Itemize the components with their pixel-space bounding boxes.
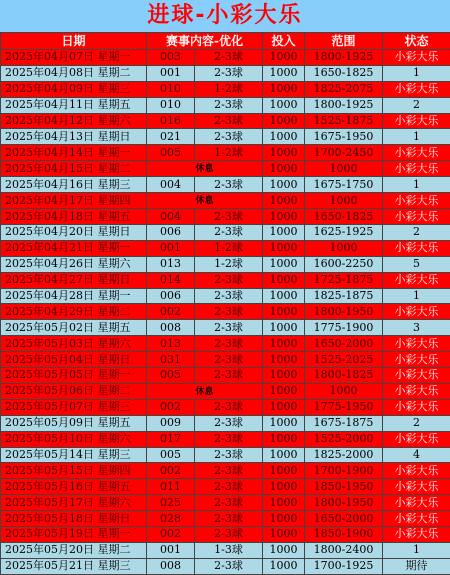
row-pick: 2-3球 <box>195 463 263 479</box>
row-date: 2025年04月11日 星期五 <box>1 97 147 113</box>
row-date: 2025年04月12日 星期六 <box>1 113 147 129</box>
row-range: 1525-2025 <box>305 352 383 368</box>
table-row <box>1 415 450 431</box>
row-code: 001 <box>147 542 195 558</box>
table-row <box>1 225 450 241</box>
row-pick: 2-3球 <box>195 320 263 336</box>
row-range: 1625-1925 <box>305 225 383 241</box>
row-pick: 2-3球 <box>195 288 263 304</box>
table-row <box>1 129 450 145</box>
row-status: 小彩大乐 <box>383 368 450 384</box>
table-row <box>1 50 450 66</box>
table-row <box>1 542 450 558</box>
row-pick: 2-3球 <box>195 177 263 193</box>
row-code: 005 <box>147 145 195 161</box>
row-range: 1675-1950 <box>305 129 383 145</box>
row-status: 小彩大乐 <box>383 479 450 495</box>
row-pick: 1-2球 <box>195 81 263 97</box>
rest-stamp: 休息 <box>196 387 214 397</box>
table-row <box>1 256 450 272</box>
row-pick: 2-3球 <box>195 50 263 66</box>
row-status: 小彩大乐 <box>383 145 450 161</box>
row-pick: 2-3球 <box>195 65 263 81</box>
row-range: 1600-2250 <box>305 256 383 272</box>
row-status: 期待 <box>383 558 450 574</box>
row-date: 2025年04月17日 星期四 <box>1 193 147 209</box>
row-status: 小彩大乐 <box>383 463 450 479</box>
row-status: 1 <box>383 129 450 145</box>
table-row <box>1 479 450 495</box>
row-range: 1650-2000 <box>305 511 383 527</box>
row-status: 小彩大乐 <box>383 304 450 320</box>
row-code: 002 <box>147 399 195 415</box>
row-date: 2025年05月21日 星期三 <box>1 558 147 574</box>
row-status: 1 <box>383 65 450 81</box>
row-status: 5 <box>383 256 450 272</box>
table-row <box>1 145 450 161</box>
rest-stamp: 休息 <box>196 164 214 174</box>
row-status: 小彩大乐 <box>383 495 450 511</box>
row-pick: 2-3球 <box>195 304 263 320</box>
row-pick: 2-3球 <box>195 495 263 511</box>
row-date: 2025年04月16日 星期三 <box>1 177 147 193</box>
row-status: 2 <box>383 415 450 431</box>
row-pick: 2-3球 <box>195 399 263 415</box>
table-row <box>1 368 450 384</box>
row-date: 2025年04月29日 星期二 <box>1 304 147 320</box>
row-code: 021 <box>147 129 195 145</box>
row-range: 1800-2400 <box>305 542 383 558</box>
table-row <box>1 65 450 81</box>
row-date: 2025年05月03日 星期六 <box>1 336 147 352</box>
row-code: 002 <box>147 463 195 479</box>
row-date: 2025年05月10日 星期六 <box>1 431 147 447</box>
row-status: 小彩大乐 <box>383 161 450 177</box>
row-input: 1000 <box>263 50 305 66</box>
row-code: 006 <box>147 225 195 241</box>
row-date: 2025年05月14日 星期三 <box>1 447 147 463</box>
row-pick: 2-3球 <box>195 479 263 495</box>
row-status: 小彩大乐 <box>383 352 450 368</box>
header-event: 赛事内容-优化 <box>147 33 263 50</box>
row-input: 1000 <box>263 352 305 368</box>
table-row <box>1 463 450 479</box>
row-date: 2025年05月19日 星期一 <box>1 527 147 543</box>
row-code: 003 <box>147 50 195 66</box>
row-input: 1000 <box>263 527 305 543</box>
header-date: 日期 <box>1 33 147 50</box>
row-input: 1000 <box>263 113 305 129</box>
row-code: 010 <box>147 81 195 97</box>
row-date: 2025年04月26日 星期六 <box>1 256 147 272</box>
table-row <box>1 177 450 193</box>
row-range: 1775-1900 <box>305 320 383 336</box>
rest-stamp-cell <box>147 161 263 177</box>
row-date: 2025年05月18日 星期日 <box>1 511 147 527</box>
row-range: 1800-1925 <box>305 97 383 113</box>
row-input: 1000 <box>263 272 305 288</box>
row-code: 025 <box>147 495 195 511</box>
table-row <box>1 97 450 113</box>
row-status: 1 <box>383 177 450 193</box>
row-range: 1800-1925 <box>305 50 383 66</box>
row-pick: 2-3球 <box>195 272 263 288</box>
row-input: 1000 <box>263 542 305 558</box>
row-input: 1000 <box>263 240 305 256</box>
row-code: 005 <box>147 368 195 384</box>
row-range: 1000 <box>305 193 383 209</box>
row-input: 1000 <box>263 161 305 177</box>
row-status: 1 <box>383 542 450 558</box>
row-range: 1525-2000 <box>305 431 383 447</box>
row-date: 2025年05月09日 星期五 <box>1 415 147 431</box>
row-range: 1800-1825 <box>305 368 383 384</box>
row-input: 1000 <box>263 511 305 527</box>
row-date: 2025年05月15日 星期四 <box>1 463 147 479</box>
row-code: 008 <box>147 558 195 574</box>
row-status: 1 <box>383 288 450 304</box>
table-row <box>1 304 450 320</box>
row-date: 2025年04月09日 星期三 <box>1 81 147 97</box>
table-row <box>1 495 450 511</box>
row-range: 1800-1950 <box>305 495 383 511</box>
table-row <box>1 272 450 288</box>
row-pick: 2-3球 <box>195 352 263 368</box>
row-input: 1000 <box>263 145 305 161</box>
row-range: 1700-1900 <box>305 463 383 479</box>
row-input: 1000 <box>263 463 305 479</box>
row-input: 1000 <box>263 399 305 415</box>
table-row <box>1 511 450 527</box>
row-input: 1000 <box>263 336 305 352</box>
row-input: 1000 <box>263 225 305 241</box>
row-range: 1850-1900 <box>305 527 383 543</box>
row-pick: 2-3球 <box>195 113 263 129</box>
row-input: 1000 <box>263 304 305 320</box>
row-date: 2025年04月08日 星期二 <box>1 65 147 81</box>
row-code: 001 <box>147 65 195 81</box>
row-status: 小彩大乐 <box>383 193 450 209</box>
row-date: 2025年05月17日 星期六 <box>1 495 147 511</box>
row-pick: 1-2球 <box>195 145 263 161</box>
row-range: 1725-1875 <box>305 272 383 288</box>
row-pick: 2-3球 <box>195 431 263 447</box>
row-input: 1000 <box>263 177 305 193</box>
row-code: 004 <box>147 177 195 193</box>
rest-stamp: 休息 <box>196 196 214 206</box>
row-status: 3 <box>383 320 450 336</box>
rest-stamp-cell <box>147 193 263 209</box>
row-range: 1775-1950 <box>305 399 383 415</box>
header-row <box>1 33 450 50</box>
row-date: 2025年05月06日 星期二 <box>1 383 147 399</box>
row-code: 002 <box>147 527 195 543</box>
row-code: 013 <box>147 336 195 352</box>
row-input: 1000 <box>263 97 305 113</box>
table-row <box>1 81 450 97</box>
table-row <box>1 527 450 543</box>
row-pick: 2-3球 <box>195 511 263 527</box>
row-status: 2 <box>383 225 450 241</box>
row-pick: 2-3球 <box>195 336 263 352</box>
row-range: 1525-1875 <box>305 113 383 129</box>
row-input: 1000 <box>263 288 305 304</box>
row-range: 1000 <box>305 240 383 256</box>
row-code: 001 <box>147 240 195 256</box>
row-input: 1000 <box>263 368 305 384</box>
row-pick: 2-3球 <box>195 209 263 225</box>
row-status: 小彩大乐 <box>383 272 450 288</box>
row-input: 1000 <box>263 479 305 495</box>
row-code: 009 <box>147 415 195 431</box>
table-row <box>1 288 450 304</box>
row-code: 013 <box>147 256 195 272</box>
row-date: 2025年05月05日 星期一 <box>1 368 147 384</box>
row-code: 014 <box>147 272 195 288</box>
row-pick: 2-3球 <box>195 225 263 241</box>
header-range: 范围 <box>305 33 383 50</box>
row-pick: 1-2球 <box>195 256 263 272</box>
row-input: 1000 <box>263 193 305 209</box>
table-row <box>1 193 450 209</box>
row-date: 2025年05月20日 星期二 <box>1 542 147 558</box>
row-input: 1000 <box>263 81 305 97</box>
row-code: 017 <box>147 431 195 447</box>
row-date: 2025年05月04日 星期日 <box>1 352 147 368</box>
row-input: 1000 <box>263 129 305 145</box>
row-range: 1825-2075 <box>305 81 383 97</box>
row-input: 1000 <box>263 495 305 511</box>
row-pick: 2-3球 <box>195 527 263 543</box>
table-row <box>1 558 450 574</box>
row-code: 016 <box>147 113 195 129</box>
row-status: 4 <box>383 447 450 463</box>
table-row <box>1 352 450 368</box>
row-date: 2025年05月02日 星期五 <box>1 320 147 336</box>
row-code: 010 <box>147 97 195 113</box>
row-date: 2025年05月16日 星期五 <box>1 479 147 495</box>
row-range: 1650-2000 <box>305 336 383 352</box>
table-row <box>1 161 450 177</box>
row-pick: 2-3球 <box>195 368 263 384</box>
row-code: 011 <box>147 479 195 495</box>
row-status: 小彩大乐 <box>383 383 450 399</box>
row-pick: 2-3球 <box>195 447 263 463</box>
table-body <box>1 50 450 575</box>
row-input: 1000 <box>263 415 305 431</box>
page-title: 进球-小彩大乐 <box>0 0 450 32</box>
row-pick: 2-3球 <box>195 97 263 113</box>
row-input: 1000 <box>263 383 305 399</box>
row-input: 1000 <box>263 431 305 447</box>
table-row <box>1 113 450 129</box>
row-status: 2 <box>383 97 450 113</box>
row-code: 005 <box>147 447 195 463</box>
row-status: 小彩大乐 <box>383 511 450 527</box>
row-range: 1675-1875 <box>305 415 383 431</box>
row-status: 小彩大乐 <box>383 50 450 66</box>
row-code: 028 <box>147 511 195 527</box>
row-status: 小彩大乐 <box>383 81 450 97</box>
row-input: 1000 <box>263 320 305 336</box>
row-status: 小彩大乐 <box>383 240 450 256</box>
row-code: 002 <box>147 304 195 320</box>
row-date: 2025年04月18日 星期五 <box>1 209 147 225</box>
row-code: 004 <box>147 209 195 225</box>
row-date: 2025年04月20日 星期日 <box>1 225 147 241</box>
row-input: 1000 <box>263 447 305 463</box>
results-table <box>0 32 450 575</box>
row-pick: 1-2球 <box>195 240 263 256</box>
table-row <box>1 431 450 447</box>
row-code: 006 <box>147 288 195 304</box>
row-code: 008 <box>147 320 195 336</box>
row-pick: 2-3球 <box>195 415 263 431</box>
row-input: 1000 <box>263 558 305 574</box>
table-row <box>1 320 450 336</box>
table-row <box>1 240 450 256</box>
row-date: 2025年04月28日 星期一 <box>1 288 147 304</box>
row-status: 小彩大乐 <box>383 113 450 129</box>
row-range: 1700-1925 <box>305 558 383 574</box>
row-range: 1825-2000 <box>305 447 383 463</box>
header-status: 状态 <box>383 33 450 50</box>
row-date: 2025年04月07日 星期一 <box>1 50 147 66</box>
row-range: 1000 <box>305 161 383 177</box>
row-date: 2025年05月07日 星期三 <box>1 399 147 415</box>
row-status: 小彩大乐 <box>383 431 450 447</box>
row-status: 小彩大乐 <box>383 209 450 225</box>
table-row <box>1 336 450 352</box>
row-range: 1700-2450 <box>305 145 383 161</box>
header-input: 投入 <box>263 33 305 50</box>
table-row <box>1 399 450 415</box>
row-range: 1650-1825 <box>305 65 383 81</box>
row-range: 1800-1950 <box>305 304 383 320</box>
row-code: 031 <box>147 352 195 368</box>
row-range: 1825-1875 <box>305 288 383 304</box>
row-status: 小彩大乐 <box>383 399 450 415</box>
row-status: 小彩大乐 <box>383 527 450 543</box>
row-date: 2025年04月21日 星期一 <box>1 240 147 256</box>
table-row <box>1 209 450 225</box>
row-date: 2025年04月15日 星期二 <box>1 161 147 177</box>
row-input: 1000 <box>263 256 305 272</box>
row-date: 2025年04月27日 星期日 <box>1 272 147 288</box>
row-input: 1000 <box>263 65 305 81</box>
row-date: 2025年04月14日 星期一 <box>1 145 147 161</box>
row-date: 2025年04月13日 星期日 <box>1 129 147 145</box>
row-range: 1000 <box>305 383 383 399</box>
row-pick: 1-3球 <box>195 542 263 558</box>
row-range: 1650-1825 <box>305 209 383 225</box>
row-pick: 2-3球 <box>195 558 263 574</box>
row-range: 1850-1950 <box>305 479 383 495</box>
row-pick: 2-3球 <box>195 129 263 145</box>
row-status: 小彩大乐 <box>383 336 450 352</box>
table-row <box>1 383 450 399</box>
rest-stamp-cell <box>147 383 263 399</box>
row-range: 1675-1750 <box>305 177 383 193</box>
table-row <box>1 447 450 463</box>
row-input: 1000 <box>263 209 305 225</box>
